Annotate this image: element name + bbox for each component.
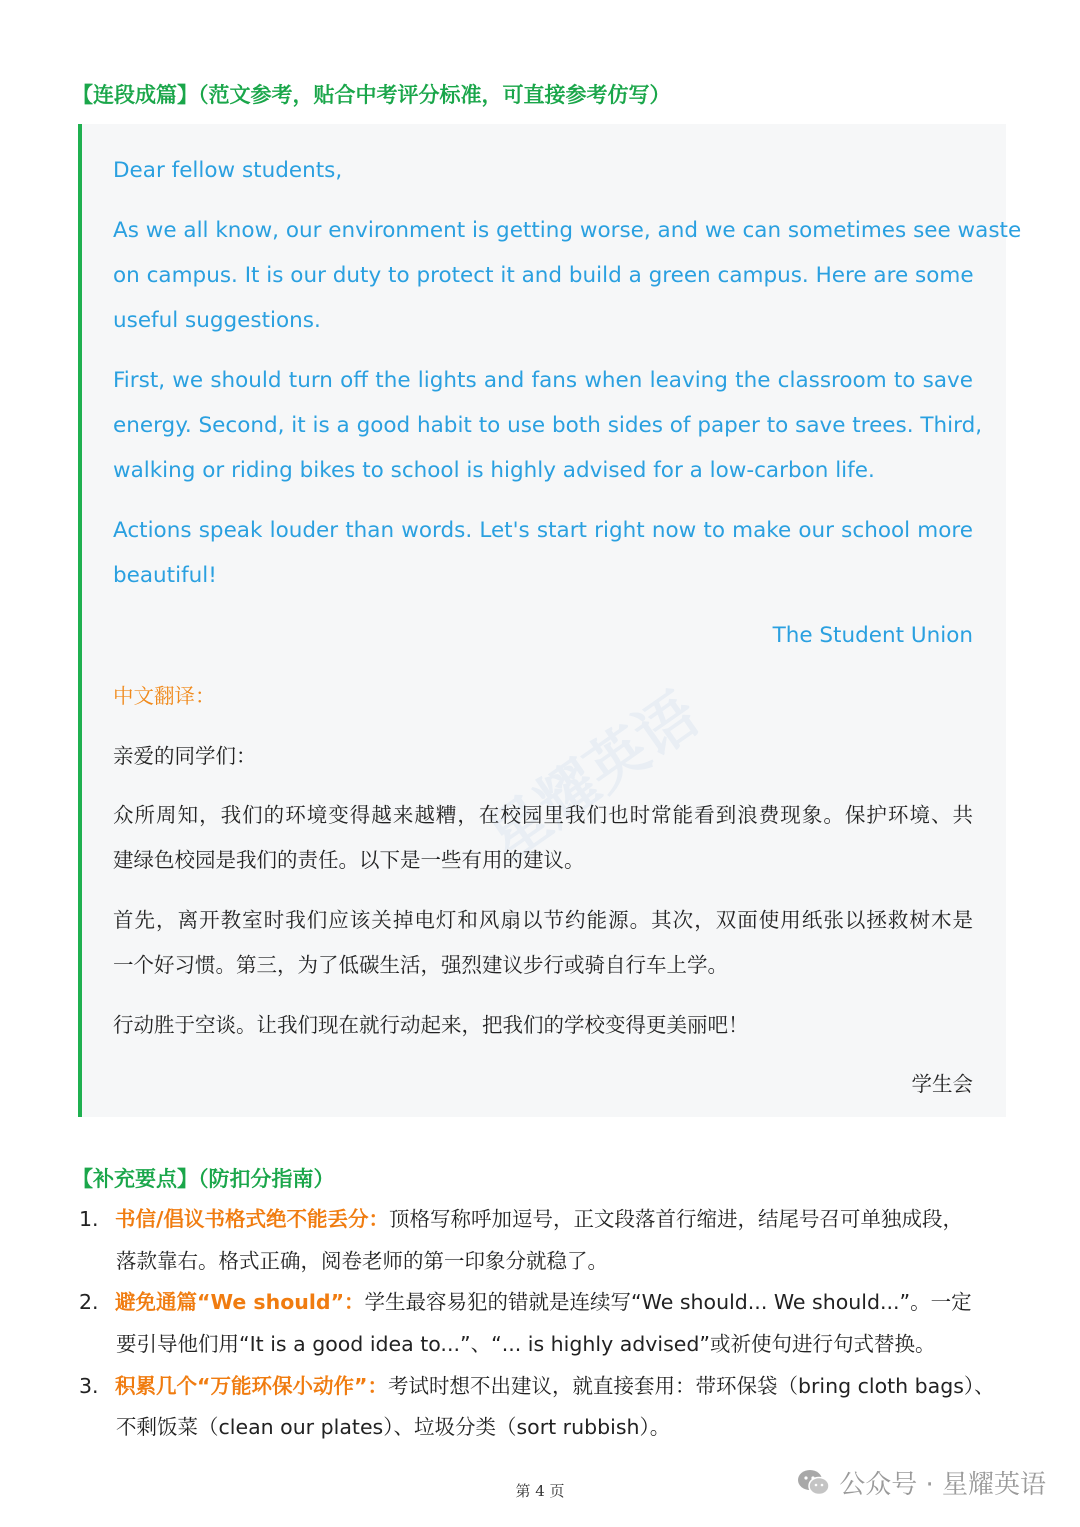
translation-p1-line: 建绿色校园是我们的责任。以下是一些有用的建议。 — [113, 848, 585, 872]
tip-text: 顶格写称呼加逗号，正文段落首行缩进，结尾号召可单独成段， — [389, 1207, 963, 1231]
wechat-icon — [797, 1469, 831, 1497]
tip-key: 积累几个“万能环保小动作”： — [115, 1374, 388, 1398]
tip-number: 3. — [79, 1374, 99, 1398]
tip-number: 2. — [79, 1290, 99, 1314]
translation-p3: 行动胜于空谈。让我们现在就行动起来，把我们的学校变得更美丽吧！ — [113, 1013, 749, 1037]
section-heading-essay: 【连段成篇】（范文参考，贴合中考评分标准，可直接参考仿写） — [72, 83, 671, 107]
tip-continuation: 不剩饭菜（clean our plates）、垃圾分类（sort rubbish）。 — [116, 1415, 671, 1439]
tip-text: 学生最容易犯的错就是连续写“We should... We should...”。一定 — [364, 1290, 972, 1314]
tip-continuation: 落款靠右。格式正确，阅卷老师的第一印象分就稳了。 — [116, 1249, 608, 1273]
translation-greeting: 亲爱的同学们： — [113, 744, 257, 768]
letter-p1-line: As we all know, our environment is getting worse, and we can sometimes see waste — [113, 218, 1022, 243]
brand-watermark — [797, 1464, 1046, 1501]
translation-signature: 学生会 — [911, 1072, 973, 1096]
letter-p1-line: useful suggestions. — [113, 308, 321, 333]
page-number: 第 4 页 — [515, 1482, 565, 1500]
section-heading-tips: 【补充要点】（防扣分指南） — [72, 1167, 335, 1191]
tip-item — [79, 1371, 995, 1401]
translation-p2-line: 首先，离开教室时我们应该关掉电灯和风扇以节约能源。其次，双面使用纸张以拯救树木是 — [113, 908, 973, 932]
translation-p1-line: 众所周知，我们的环境变得越来越糟，在校园里我们也时常能看到浪费现象。保护环境、共 — [113, 803, 973, 827]
letter-p3-line: beautiful! — [113, 563, 217, 588]
tip-item — [79, 1287, 972, 1317]
tip-item — [79, 1204, 963, 1234]
watermark: 星耀英语 — [474, 679, 712, 875]
tip-text: 考试时想不出建议，就直接套用：带环保袋（bring cloth bags）、 — [387, 1374, 995, 1398]
letter-p2-line: energy. Second, it is a good habit to use both sides of paper to save trees. Third, — [113, 413, 983, 438]
tip-key: 书信/倡议书格式绝不能丢分： — [115, 1207, 389, 1231]
translation-label: 中文翻译： — [113, 684, 216, 708]
letter-signature: The Student Union — [772, 623, 973, 648]
letter-p2-line: First, we should turn off the lights and fans when leaving the classroom to save — [113, 368, 973, 393]
letter-p2-line: walking or riding bikes to school is highly advised for a low-carbon life. — [113, 458, 875, 483]
brand-text: 公众号 · 星耀英语 — [839, 1470, 1046, 1500]
translation-p2-line: 一个好习惯。第三，为了低碳生活，强烈建议步行或骑自行车上学。 — [113, 953, 728, 977]
letter-p1-line: on campus. It is our duty to protect it and build a green campus. Here are some — [113, 263, 974, 288]
tip-key: 避免通篇“We should”： — [115, 1290, 365, 1314]
letter-greeting: Dear fellow students, — [113, 158, 343, 183]
letter-p3-line: Actions speak louder than words. Let's start right now to make our school more — [113, 518, 973, 543]
tip-number: 1. — [79, 1207, 99, 1231]
tip-continuation: 要引导他们用“It is a good idea to...”、“... is highly advised”或祈使句进行句式替换。 — [116, 1332, 936, 1356]
